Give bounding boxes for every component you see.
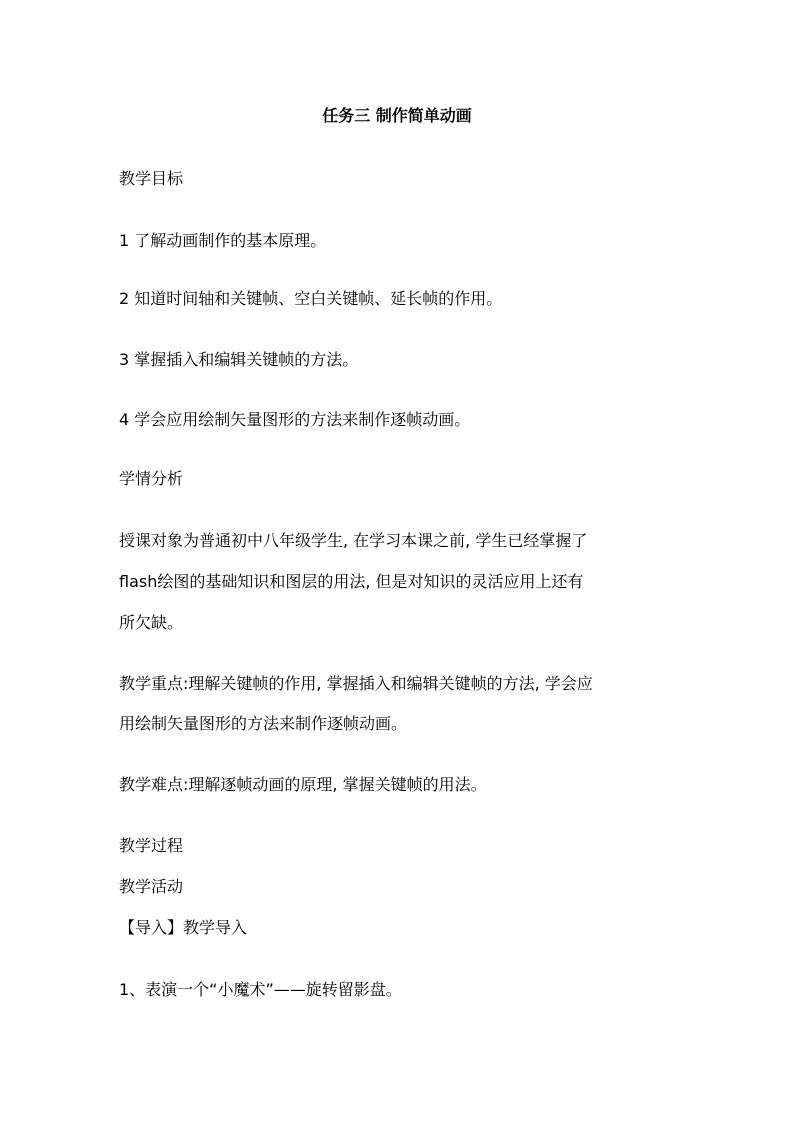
key-points-line-1: 教学重点:理解关键帧的作用, 掌握插入和编辑关键帧的方法, 学会应 xyxy=(119,674,593,693)
intro-item-1: 1、表演一个“小魔术”——旋转留影盘。 xyxy=(119,980,402,999)
goal-item-4: 4 学会应用绘制矢量图形的方法来制作逐帧动画。 xyxy=(119,410,471,429)
key-points-line-2: 用绘制矢量图形的方法来制作逐帧动画。 xyxy=(119,714,408,733)
goal-item-3: 3 掌握插入和编辑关键帧的方法。 xyxy=(119,350,359,369)
difficulty-line: 教学难点:理解逐帧动画的原理, 掌握关键帧的用法。 xyxy=(119,775,487,794)
goals-heading: 教学目标 xyxy=(119,169,184,188)
analysis-line-3: 所欠缺。 xyxy=(119,613,184,632)
analysis-line-1: 授课对象为普通初中八年级学生, 在学习本课之前, 学生已经掌握了 xyxy=(119,531,588,550)
activity-heading: 教学活动 xyxy=(119,877,184,896)
document-title: 任务三 制作简单动画 xyxy=(322,106,472,125)
goal-item-2: 2 知道时间轴和关键帧、空白关键帧、延长帧的作用。 xyxy=(119,289,503,308)
analysis-line-2: flash绘图的基础知识和图层的用法, 但是对知识的灵活应用上还有 xyxy=(119,572,584,591)
analysis-heading: 学情分析 xyxy=(119,469,184,488)
process-heading: 教学过程 xyxy=(119,836,184,855)
intro-heading: 【导入】教学导入 xyxy=(119,918,248,937)
goal-item-1: 1 了解动画制作的基本原理。 xyxy=(119,231,327,250)
